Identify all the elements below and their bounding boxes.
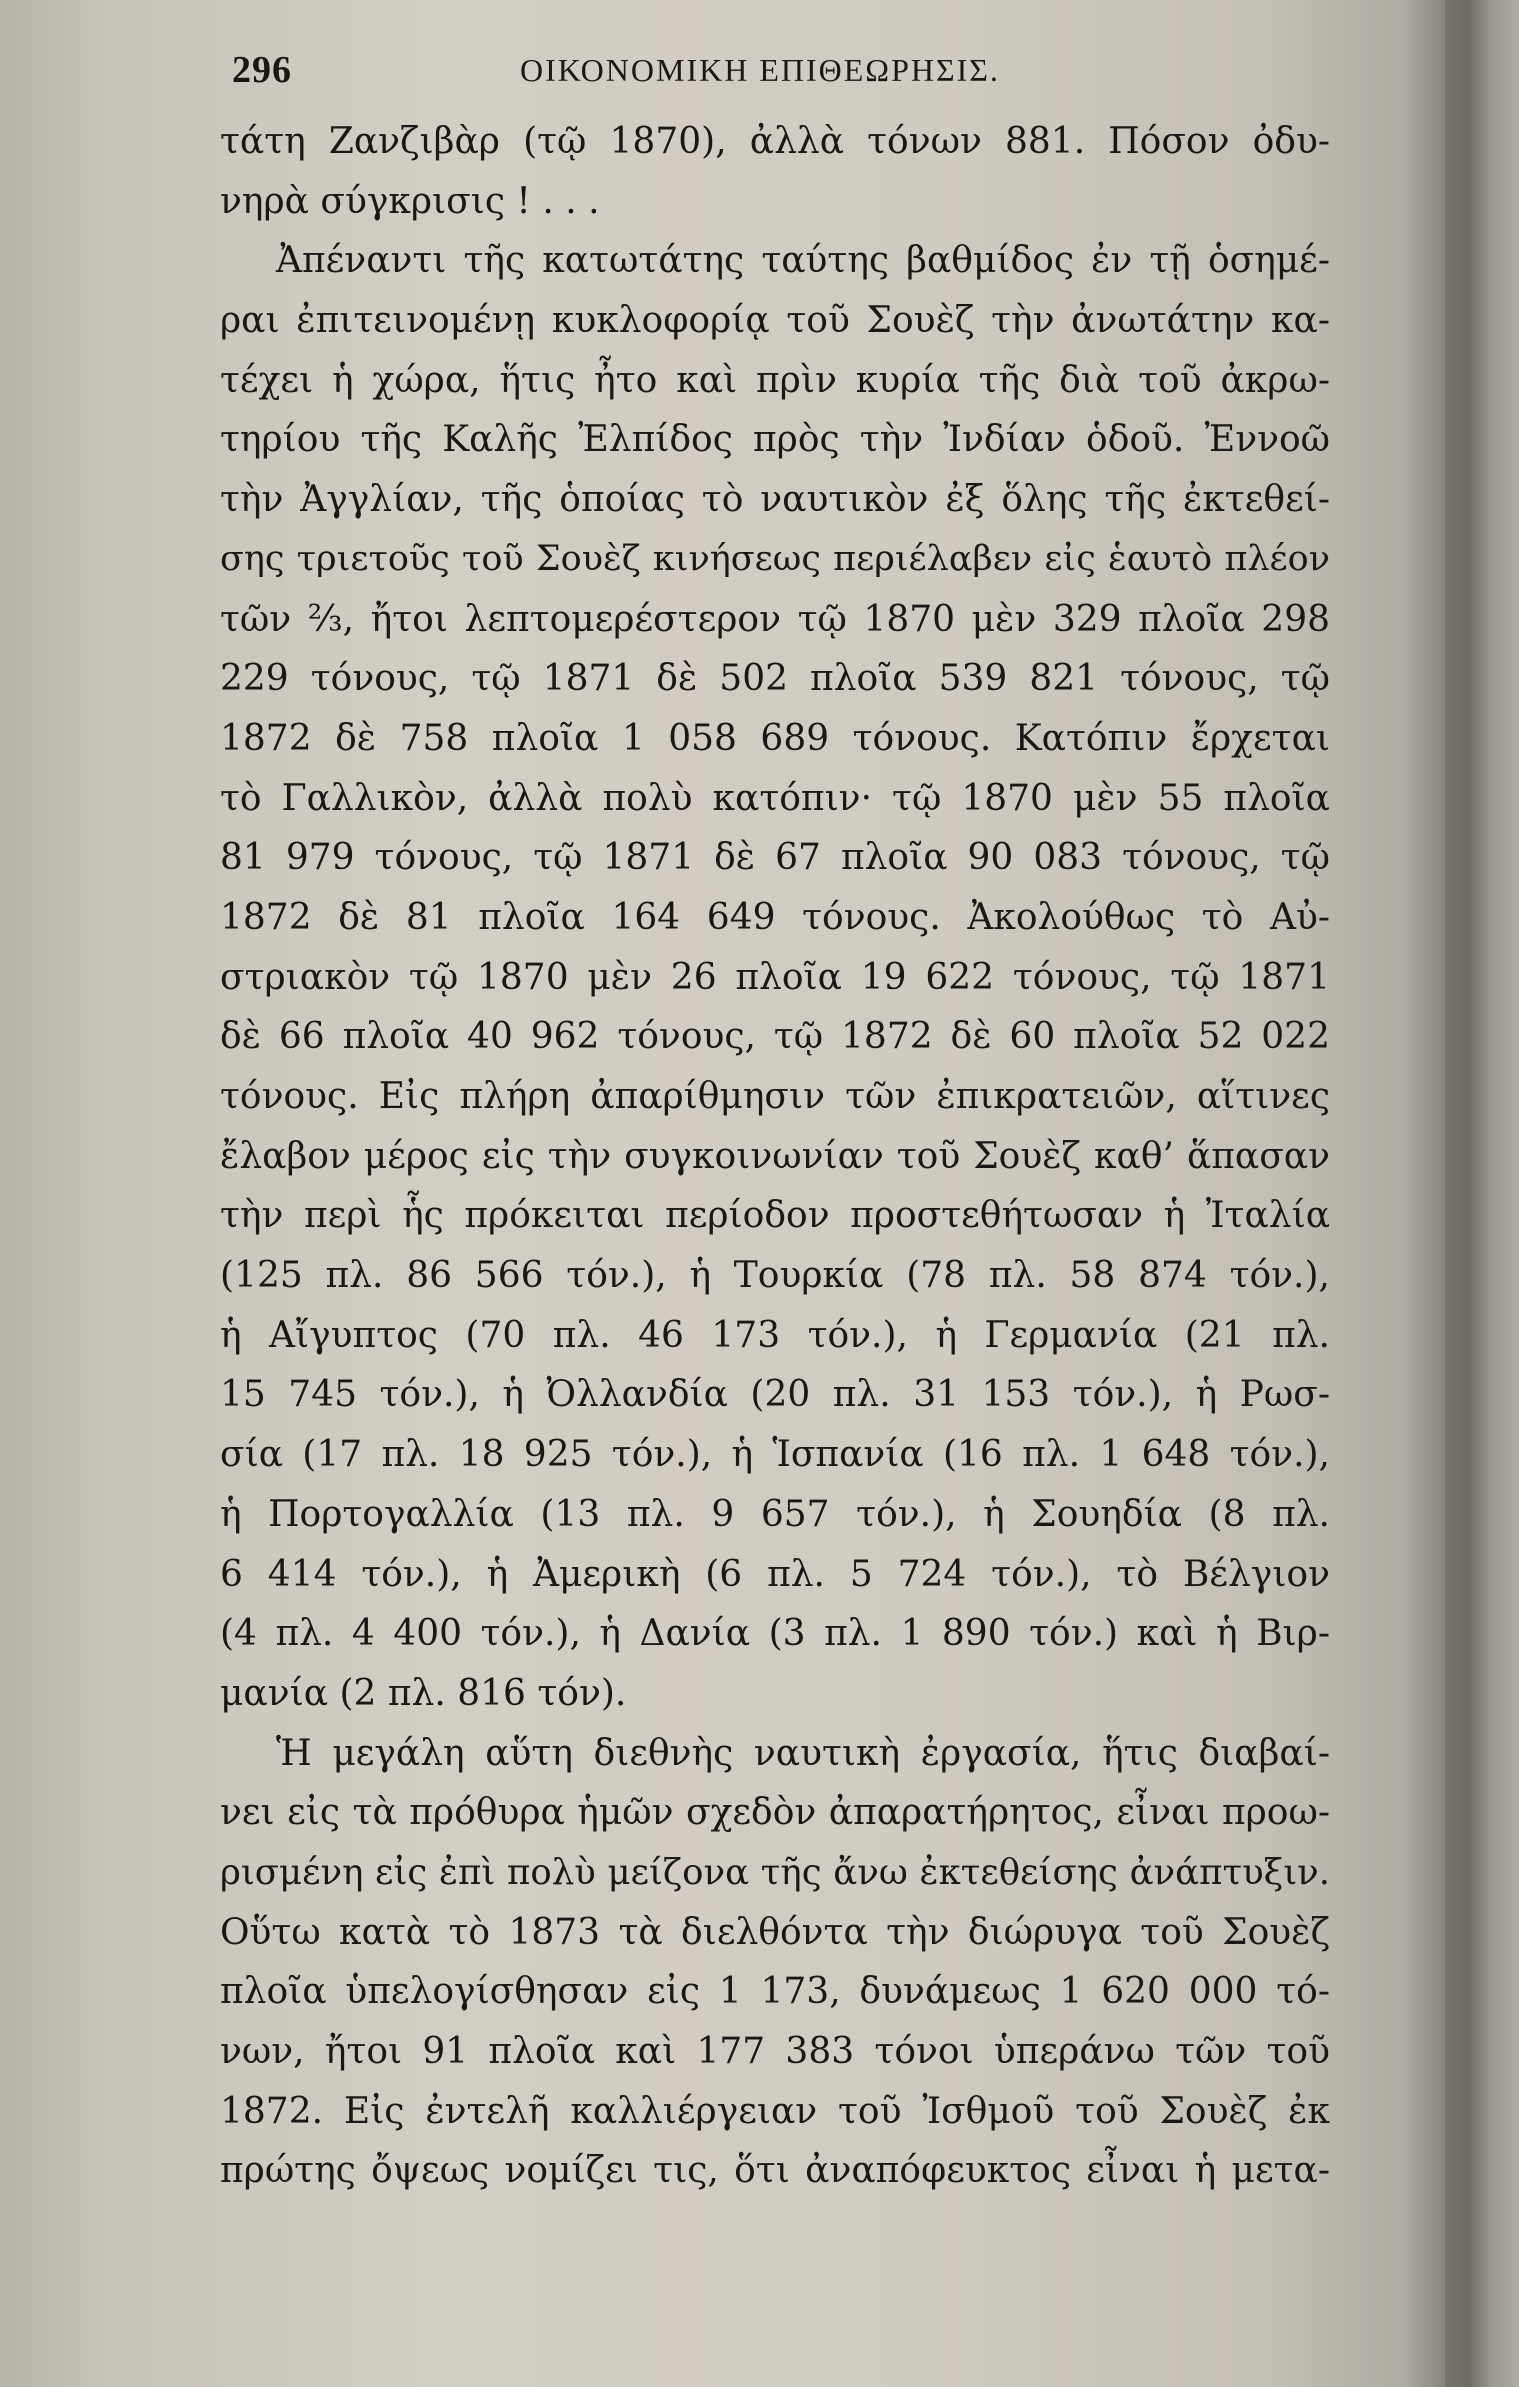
text-line: ραι ἐπιτεινομένῃ κυκλοφορίᾳ τοῦ Σουὲζ τὴν ἀνωτάτην κα- — [220, 300, 1330, 342]
text-line: ἡ Αἴγυπτος (70 πλ. 46 173 τόν.), ἡ Γερμανία (21 πλ. — [220, 1314, 1330, 1356]
text-line: νει εἰς τὰ πρόθυρα ἡμῶν σχεδὸν ἀπαρατήρητος, εἶναι προω- — [220, 1792, 1330, 1834]
text-line: μανία (2 πλ. 816 τόν). — [220, 1672, 627, 1714]
text-line: σία (17 πλ. 18 925 τόν.), ἡ Ἱσπανία (16 πλ. 1 648 τόν.), — [220, 1434, 1330, 1476]
text-line: 15 745 τόν.), ἡ Ὀλλανδία (20 πλ. 31 153 τόν.), ἡ Ρωσ- — [220, 1374, 1330, 1416]
text-line: 6 414 τόν.), ἡ Ἀμερικὴ (6 πλ. 5 724 τόν.), τὸ Βέλγιον — [220, 1553, 1330, 1595]
text-line: ἡ Πορτογαλλία (13 πλ. 9 657 τόν.), ἡ Σουηδία (8 πλ. — [220, 1493, 1330, 1535]
text-line: τόνους. Εἰς πλήρη ἀπαρίθμησιν τῶν ἐπικρατειῶν, αἵτινες — [220, 1076, 1330, 1117]
text-line: δὲ 66 πλοῖα 40 962 τόνους, τῷ 1872 δὲ 60 πλοῖα 52 022 — [220, 1016, 1330, 1058]
journal-title: ΟΙΚΟΝΟΜΙΚΗ ΕΠΙΘΕΩΡΗΣΙΣ. — [520, 52, 1000, 88]
text-line: πλοῖα ὑπελογίσθησαν εἰς 1 173, δυνάμεως 1 620 000 τό- — [220, 1971, 1330, 2013]
text-line: σης τριετοῦς τοῦ Σουὲζ κινήσεως περιέλαβεν εἰς ἑαυτὸ πλέον — [220, 538, 1330, 579]
text-line: τὴν περὶ ἧς πρόκειται περίοδον προστεθήτωσαν ἡ Ἰταλία — [220, 1195, 1330, 1237]
text-line: τάτη Ζανζιβὰρ (τῷ 1870), ἀλλὰ τόνων 881. Πόσον ὀδυ- — [220, 121, 1330, 162]
text-line: τὸ Γαλλικὸν, ἀλλὰ πολὺ κατόπιν· τῷ 1870 μὲν 55 πλοῖα — [220, 777, 1330, 819]
text-line: τηρίου τῆς Καλῆς Ἐλπίδος πρὸς τὴν Ἰνδίαν ὁδοῦ. Ἐννοῶ — [220, 419, 1330, 461]
text-line: τὴν Ἀγγλίαν, τῆς ὁποίας τὸ ναυτικὸν ἐξ ὅλης τῆς ἐκτεθεί- — [220, 479, 1330, 521]
paragraph-first-line: Ἀπέναντι τῆς κατωτάτης ταύτης βαθμίδος ἐν τῇ ὁσημέ- — [276, 240, 1330, 282]
text-line: Οὕτω κατὰ τὸ 1873 τὰ διελθόντα τὴν διώρυγα τοῦ Σουὲζ — [220, 1911, 1330, 1953]
page-number: 296 — [232, 49, 292, 91]
text-line: τέχει ἡ χώρα, ἥτις ἦτο καὶ πρὶν κυρία τῆς διὰ τοῦ ἀκρω- — [220, 359, 1330, 401]
text-line: τῶν ⅔, ἤτοι λεπτομερέστερον τῷ 1870 μὲν 329 πλοῖα 298 — [220, 598, 1330, 640]
text-line: (125 πλ. 86 566 τόν.), ἡ Τουρκία (78 πλ. 58 874 τόν.), — [220, 1255, 1330, 1297]
text-line: 1872. Εἰς ἐντελῆ καλλιέργειαν τοῦ Ἰσθμοῦ τοῦ Σουὲζ ἐκ — [220, 2090, 1330, 2132]
text-line: (4 πλ. 4 400 τόν.), ἡ Δανία (3 πλ. 1 890 τόν.) καὶ ἡ Βιρ- — [220, 1613, 1330, 1655]
text-line: 229 τόνους, τῷ 1871 δὲ 502 πλοῖα 539 821 τόνους, τῷ — [220, 658, 1330, 700]
page-edge-shadow — [1405, 0, 1519, 2387]
text-line: 1872 δὲ 81 πλοῖα 164 649 τόνους. Ἀκολούθως τὸ Αὐ- — [220, 896, 1330, 938]
text-line: ρισμένη εἰς ἐπὶ πολὺ μείζονα τῆς ἄνω ἐκτεθείσης ἀνάπτυξιν. — [220, 1851, 1330, 1893]
text-line: ἔλαβον μέρος εἰς τὴν συγκοινωνίαν τοῦ Σουὲζ καθ’ ἅπασαν — [220, 1135, 1330, 1177]
text-line: 1872 δὲ 758 πλοῖα 1 058 689 τόνους. Κατόπιν ἔρχεται — [220, 717, 1330, 759]
text-line: νηρὰ σύγκρισις ! . . . — [220, 180, 600, 222]
body-text — [220, 112, 1330, 2201]
paragraph-first-line: Ἡ μεγάλη αὕτη διεθνὴς ναυτικὴ ἐργασία, ἥτις διαβαί- — [276, 1732, 1330, 1774]
text-line: πρώτης ὄψεως νομίζει τις, ὅτι ἀναπόφευκτος εἶναι ἡ μετα- — [220, 2150, 1330, 2192]
text-line: νων, ἤτοι 91 πλοῖα καὶ 177 383 τόνοι ὑπεράνω τῶν τοῦ — [220, 2031, 1330, 2072]
text-line: στριακὸν τῷ 1870 μὲν 26 πλοῖα 19 622 τόνους, τῷ 1871 — [220, 956, 1330, 998]
running-header — [200, 48, 1340, 92]
text-line: 81 979 τόνους, τῷ 1871 δὲ 67 πλοῖα 90 083 τόνους, τῷ — [220, 837, 1330, 879]
